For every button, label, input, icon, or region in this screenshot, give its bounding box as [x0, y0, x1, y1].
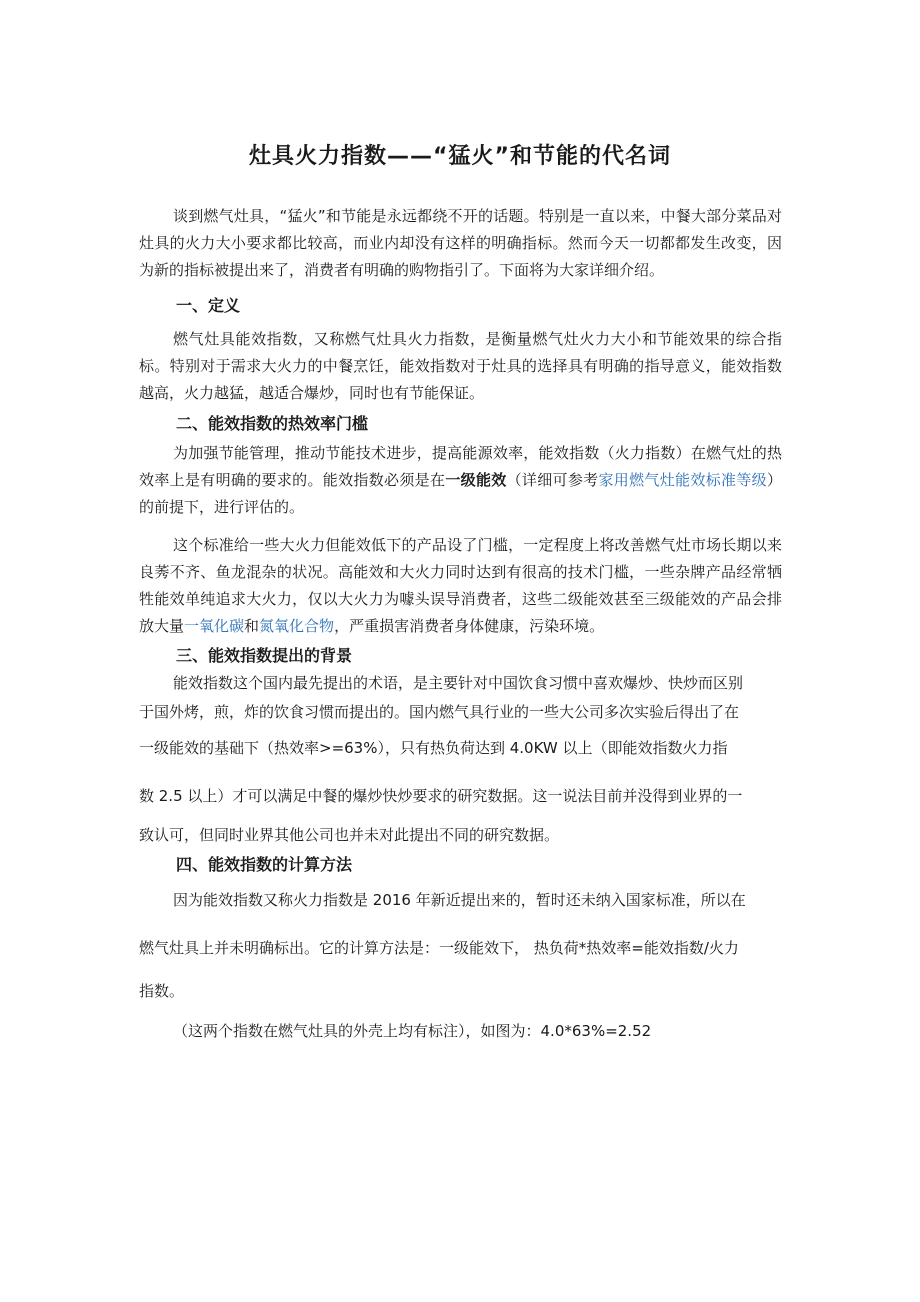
calculation-line-1: 因为能效指数又称火力指数是 2016 年新近提出来的，暂时还未纳入国家标准，所以在: [173, 891, 746, 909]
threshold-text-a: 为加强节能管理，推动节能技术进步，提高能源效率，能效指数（火力指数）在燃气灶的热效率上是有明确的要求的。能效指数必须是在: [139, 444, 782, 489]
document-title: 灶具火力指数——“猛火”和节能的代名词: [249, 144, 671, 169]
threshold-p2-and: 和: [244, 617, 260, 635]
level-one-efficiency: 一级能效: [445, 471, 507, 489]
background-line-1: 能效指数这个国内最先提出的术语，是主要针对中国饮食习惯中喜欢爆炒、快炒而区别: [173, 674, 744, 692]
section-heading-threshold: 二、能效指数的热效率门槛: [176, 414, 369, 433]
background-line-4: 数 2.5 以上）才可以满足中餐的爆炒快炒要求的研究数据。这一说法目前并没得到业界的一: [139, 787, 743, 805]
standard-grade-link[interactable]: 家用燃气灶能效标准等级: [598, 471, 767, 489]
threshold-text-c: ）的前提下，进行评估的。: [139, 471, 782, 516]
definition-paragraph: 燃气灶具能效指数，又称燃气灶具火力指数，是衡量燃气灶火力大小和节能效果的综合指标。特别对于需求大火力的中餐烹饪，能效指数对于灶具的选择具有明确的指导意义，能效指数越高，火力越猛，越适合爆炒，同时也有节能保证。: [139, 330, 782, 402]
threshold-text-b: （详细可参考: [506, 471, 599, 489]
calculation-line-3: 指数。: [139, 982, 185, 1000]
threshold-paragraph-2: [139, 532, 782, 640]
threshold-paragraph-1: [139, 440, 782, 521]
nitrogen-oxides-link[interactable]: 氮氧化合物: [259, 617, 335, 635]
section-heading-calculation: 四、能效指数的计算方法: [176, 855, 353, 874]
carbon-monoxide-link[interactable]: 一氧化碳: [184, 617, 245, 635]
section-heading-definition: 一、定义: [176, 296, 241, 315]
background-line-2: 于国外烤，煎，炸的饮食习惯而提出的。国内燃气具行业的一些大公司多次实验后得出了在: [139, 703, 740, 721]
threshold-p2-text-a: 这个标准给一些大火力但能效低下的产品设了门槛，一定程度上将改善燃气灶市场长期以来良莠不齐、鱼龙混杂的状况。高能效和大火力同时达到有很高的技术门槛，一些杂牌产品经常牺牲能效单纯追求大火力，仅以大火力为噱头误导消费者，这些二级能效甚至三级能效的产品会排放大量: [139, 536, 782, 635]
background-line-3: 一级能效的基础下（热效率>=63%），只有热负荷达到 4.0KW 以上（即能效指数火力指: [139, 739, 728, 757]
intro-paragraph: 谈到燃气灶具，“猛火”和节能是永远都绕不开的话题。特别是一直以来，中餐大部分菜品对灶具的火力大小要求都比较高，而业内却没有这样的明确指标。然而今天一切都都发生改变，因为新的指标被提出来了，消费者有明确的购物指引了。下面将为大家详细介绍。: [139, 207, 782, 279]
section-heading-background: 三、能效指数提出的背景: [176, 646, 353, 665]
calculation-line-2: 燃气灶具上并未明确标出。它的计算方法是：一级能效下， 热负荷*热效率=能效指数/火力: [139, 939, 739, 957]
threshold-p2-text-b: ，严重损害消费者身体健康，污染环境。: [334, 617, 605, 635]
calculation-note: （这两个指数在燃气灶具的外壳上均有标注），如图为：4.0*63%=2.52: [173, 1022, 652, 1040]
background-line-5: 致认可，但同时业界其他公司也并未对此提出不同的研究数据。: [139, 826, 560, 844]
